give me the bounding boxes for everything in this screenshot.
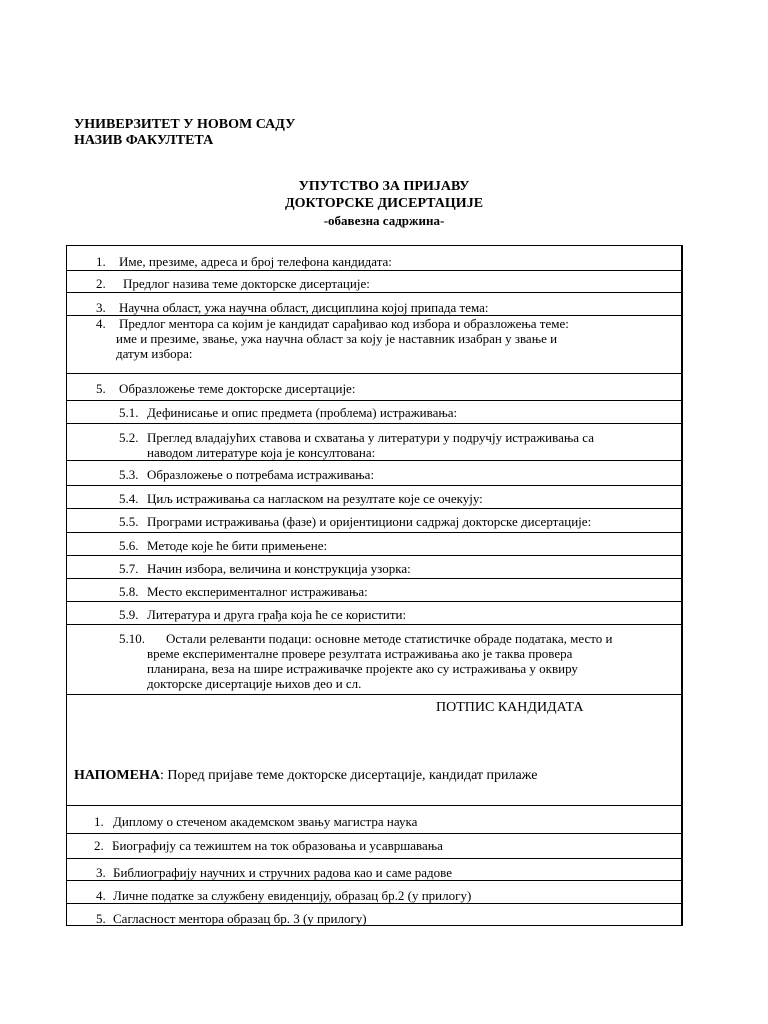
item-mentor-line-2: име и презиме, звање, ужа научна област за коју је наставник изабран у звање и — [116, 331, 558, 346]
document-title-line-1: УПУТСТВО ЗА ПРИЈАВУ — [298, 179, 470, 194]
item-number: 3. — [96, 300, 106, 315]
row-divider — [67, 694, 682, 695]
item-scientific-field: Научна област, ужа научна област, дисциплина којој припада тема: — [119, 300, 489, 315]
row-divider — [67, 423, 682, 424]
subitem-number: 5.6. — [119, 538, 139, 553]
note-label: НАПОМЕНА — [74, 768, 160, 783]
row-divider — [67, 858, 682, 859]
item-topic-rationale: Образложење теме докторске дисертације: — [119, 381, 356, 396]
row-divider — [67, 833, 682, 834]
subitem-research-subject: Дефинисање и опис предмета (проблема) истраживања: — [147, 405, 458, 420]
subitem-number: 5.8. — [119, 584, 139, 599]
subitem-research-goal: Циљ истраживања са нагласком на резултате које се очекују: — [147, 491, 483, 506]
subitem-number: 5.9. — [119, 607, 139, 622]
item-number: 2. — [96, 276, 106, 291]
item-topic-title: Предлог назива теме докторске дисертације: — [123, 276, 370, 291]
attachment-diploma: Диплому о стеченом академском звању магистра наука — [113, 814, 418, 829]
subitem-experiment-location: Место експерименталног истраживања: — [147, 584, 368, 599]
subitem-number: 5.7. — [119, 561, 139, 576]
subitem-research-need: Образложење о потребама истраживања: — [147, 467, 375, 482]
attachment-number: 2. — [94, 838, 104, 853]
row-divider — [67, 578, 682, 579]
row-divider — [67, 601, 682, 602]
row-divider — [67, 460, 682, 461]
subitem-number: 5.1. — [119, 405, 139, 420]
item-number: 1. — [96, 254, 106, 269]
row-divider — [67, 532, 682, 533]
attachment-personal-data: Личне податке за службену евиденцију, образац бр.2 (у прилогу) — [113, 888, 472, 903]
attachment-number: 5. — [96, 911, 106, 926]
row-divider — [67, 373, 682, 374]
university-name: УНИВЕРЗИТЕТ У НОВОМ САДУ — [74, 117, 296, 132]
attachment-number: 3. — [96, 865, 106, 880]
row-divider — [67, 805, 682, 806]
attachment-biography: Биографију са тежиштем на ток образовања и усавршавања — [112, 838, 443, 853]
subitem-methods: Методе које ће бити примењене: — [147, 538, 328, 553]
note-text: : Поред пријаве теме докторске дисертације, кандидат прилаже — [159, 768, 538, 783]
note — [74, 768, 537, 784]
attachment-mentor-consent: Сагласност ментора образац бр. 3 (у прилогу) — [113, 911, 367, 926]
subitem-number: 5.4. — [119, 491, 139, 506]
subitem-number: 5.10. — [119, 631, 145, 646]
subitem-sample: Начин избора, величина и конструкција узорка: — [147, 561, 411, 576]
row-divider — [67, 880, 682, 881]
row-divider — [67, 555, 682, 556]
row-divider — [67, 270, 682, 271]
row-divider — [67, 508, 682, 509]
attachment-number: 4. — [96, 888, 106, 903]
row-divider — [67, 903, 682, 904]
row-divider — [67, 400, 682, 401]
row-divider — [67, 292, 682, 293]
attachment-bibliography: Библиографију научних и стручних радова као и саме радове — [113, 865, 452, 880]
item-candidate-info: Име, презиме, адреса и број телефона кандидата: — [119, 254, 392, 269]
subitem-other-data: време експерименталне провере резултата истраживања ако је таква провера планирана, веза на шире истраживачке пројекте ако су истраживања у оквиру докторске дисертације њихов део и сл. — [147, 646, 578, 691]
subitem-number: 5.3. — [119, 467, 139, 482]
item-number: 5. — [96, 381, 106, 396]
subitem-number: 5.2. — [119, 430, 139, 445]
faculty-name: НАЗИВ ФАКУЛТЕТА — [74, 133, 214, 148]
subitem-other-data-line-1: Остали релеванти подаци: основне методе статистичке обраде података, место и — [166, 631, 613, 646]
candidate-signature-label: ПОТПИС КАНДИДАТА — [436, 700, 584, 715]
row-divider — [67, 624, 682, 625]
document-subtitle: -обавезна садржина- — [323, 213, 445, 228]
subitem-literature-review: Преглед владајућих ставова и схватања у литератури у подручју истраживања са наводом литературе која је консултована: — [147, 430, 594, 460]
item-mentor-line-3: датум избора: — [116, 346, 193, 361]
document-title-line-2: ДОКТОРСКЕ ДИСЕРТАЦИЈЕ — [284, 196, 484, 211]
subitem-number: 5.5. — [119, 514, 139, 529]
row-divider — [67, 485, 682, 486]
item-number: 4. — [96, 316, 106, 331]
item-mentor-line-1: Предлог ментора са којим је кандидат сарађивао код избора и образложења теме: — [119, 316, 569, 331]
subitem-literature: Литература и друга грађа која ће се користити: — [147, 607, 407, 622]
attachment-number: 1. — [94, 814, 104, 829]
subitem-research-program: Програми истраживања (фазе) и оријентициони садржај докторске дисертације: — [147, 514, 592, 529]
